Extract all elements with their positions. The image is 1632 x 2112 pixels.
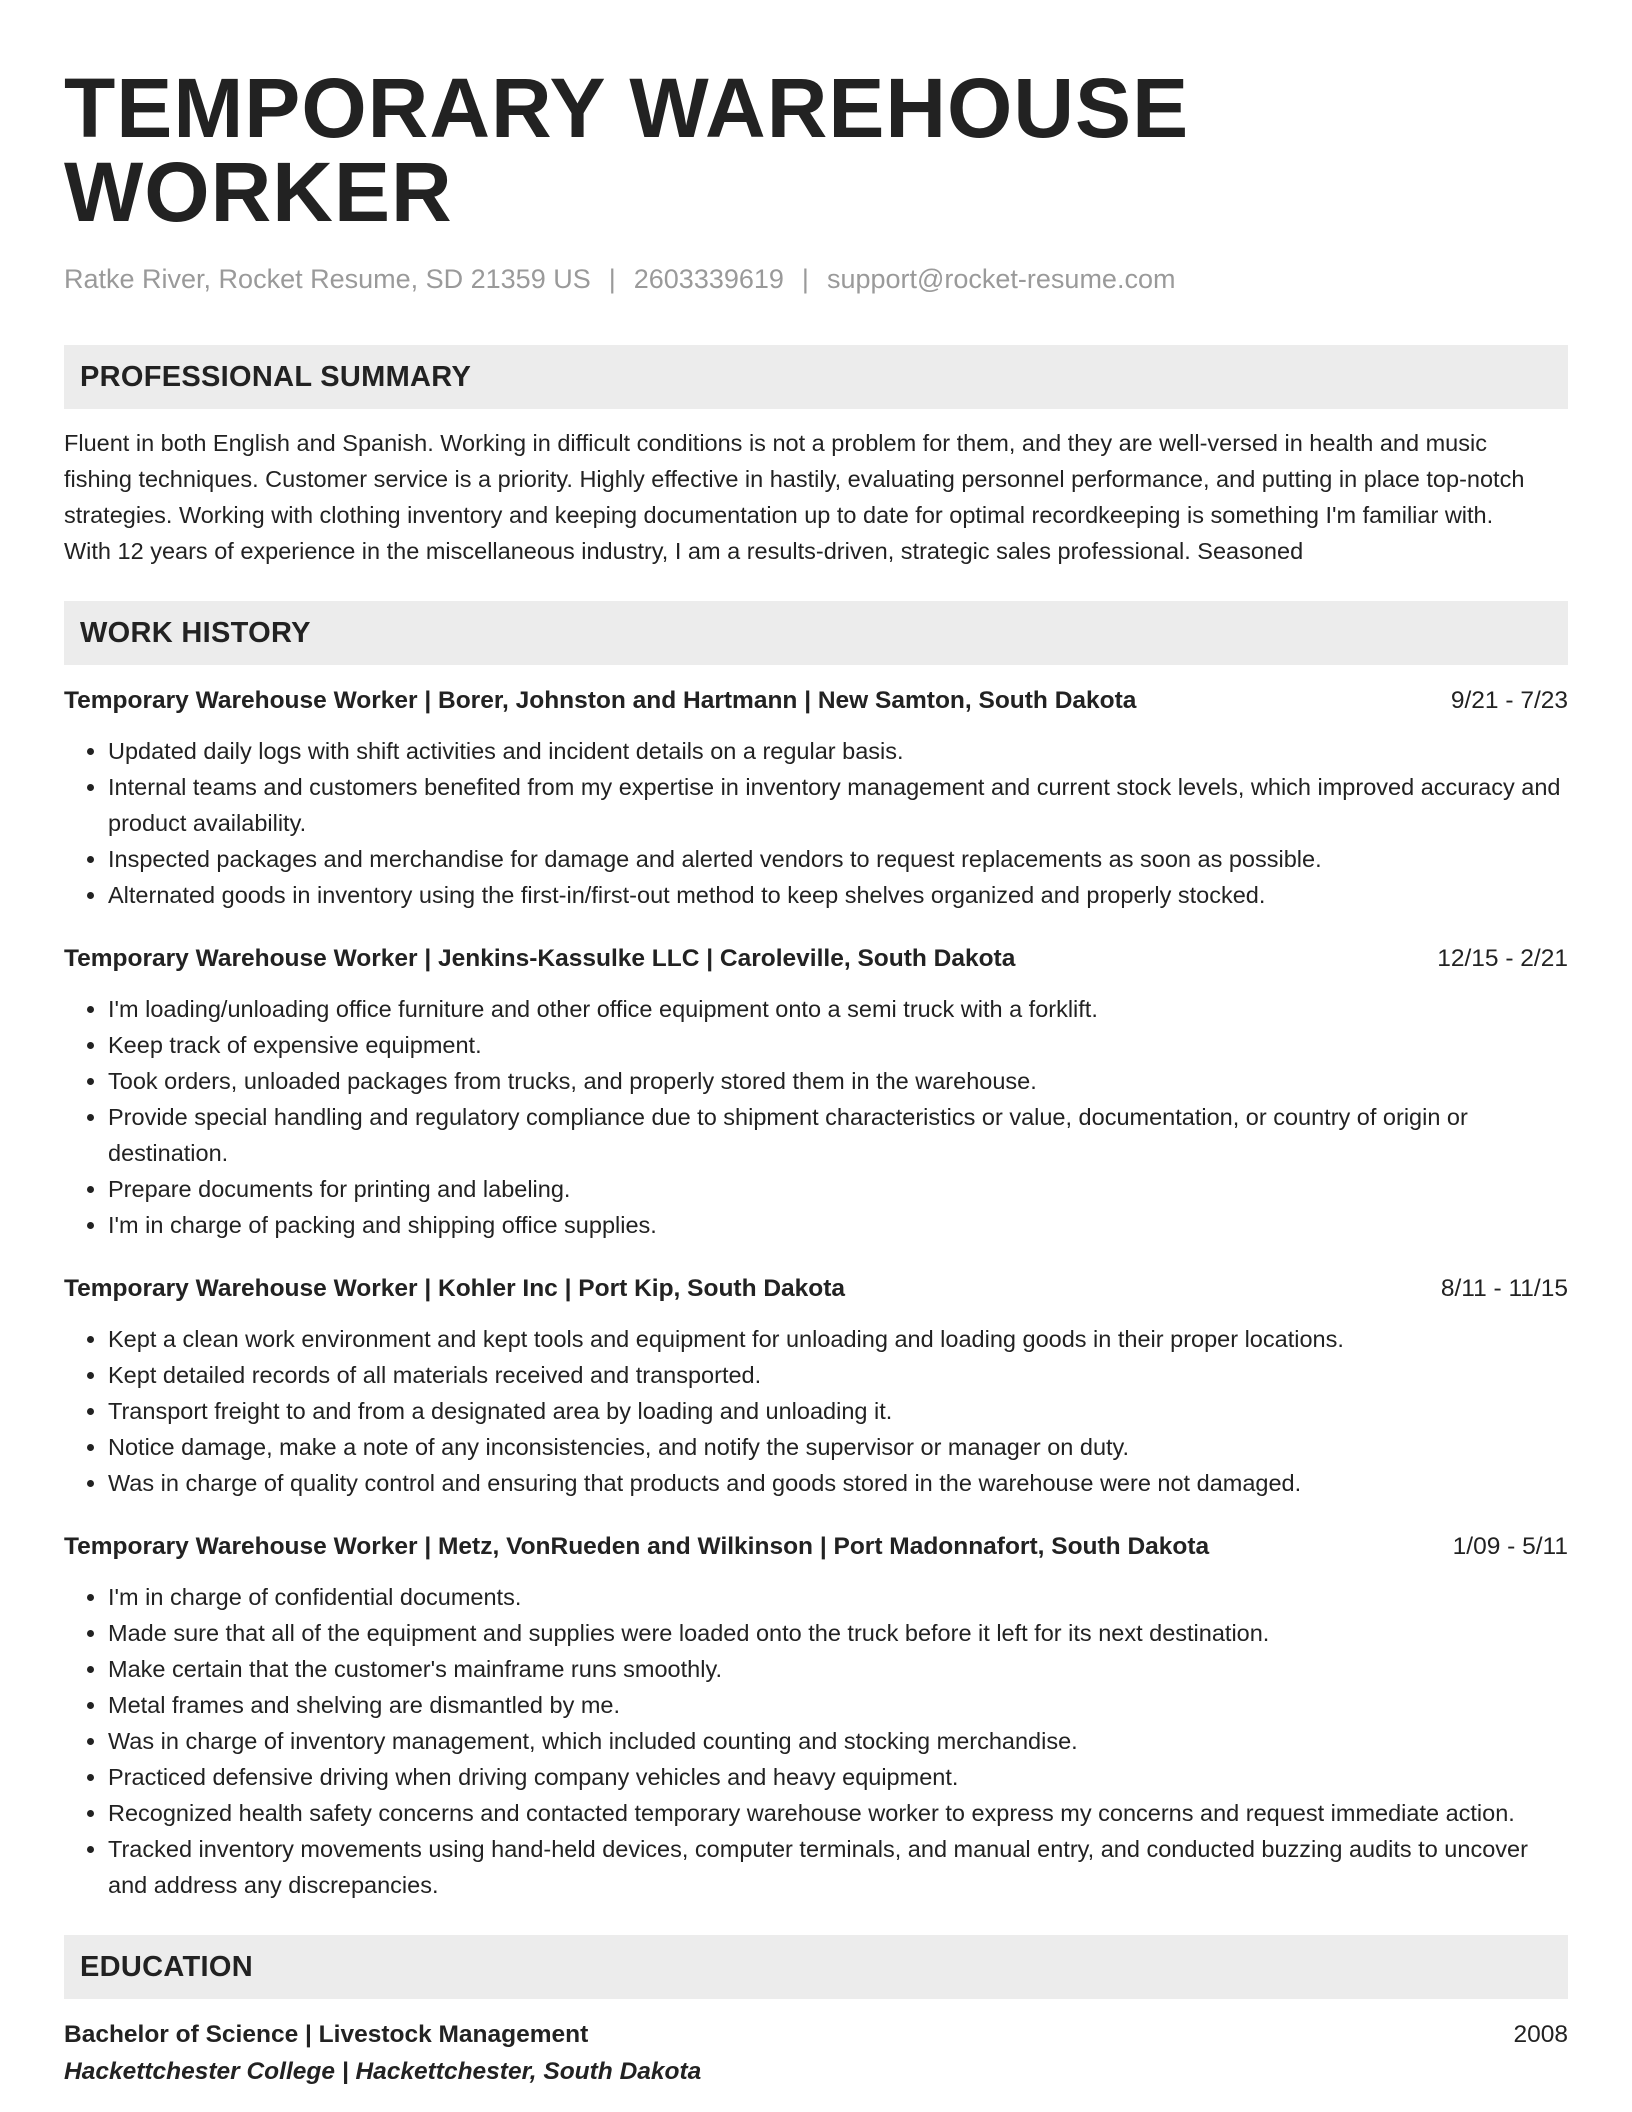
job-bullet: • Practiced defensive driving when driving company vehicles and heavy equipment. [108,1759,1568,1795]
contact-phone: 2603339619 [633,264,784,294]
contact-address: Ratke River, Rocket Resume, SD 21359 US [64,264,591,294]
job-bullet: • Was in charge of quality control and ensuring that products and goods stored in the warehouse were not damaged. [108,1465,1568,1501]
summary-text: Fluent in both English and Spanish. Working in difficult conditions is not a problem for them, and they are well-versed in health and music fishing techniques. Customer service is a priority. Highly effective in hastily, evaluating personnel performance, and putting in place top-notch strategies. Working with clothing inventory and keeping documentation up to date for optimal recordkeeping is something I'm familiar with. With 12 years of experience in the miscellaneous industry, I am a results-driven, strategic sales professional. Seasoned [64,430,1525,564]
job-dates: 12/15 - 2/21 [1437,945,1568,972]
job-bullet: • Made sure that all of the equipment and supplies were loaded onto the truck before it left for its next destination. [108,1615,1568,1651]
job-bullet: • I'm in charge of confidential documents. [108,1579,1568,1615]
job-title: Temporary Warehouse Worker | Jenkins-Kassulke LLC | Caroleville, South Dakota [64,945,1016,972]
job-title: Temporary Warehouse Worker | Borer, Johnston and Hartmann | New Samton, South Dakota [64,687,1137,714]
job-title: Temporary Warehouse Worker | Metz, VonRueden and Wilkinson | Port Madonnafort, South Dakota [64,1533,1210,1560]
education-header [64,2017,1568,2053]
section-heading-education: EDUCATION [64,1935,1568,1999]
job-bullet: • I'm in charge of packing and shipping office supplies. [108,1207,1568,1243]
job-title: Temporary Warehouse Worker | Kohler Inc | Port Kip, South Dakota [64,1275,846,1302]
education-school: Hackettchester College | Hackettchester, South Dakota [64,2058,702,2085]
job-bullet: • Keep track of expensive equipment. [108,1027,1568,1063]
job-bullet: • Make certain that the customer's mainframe runs smoothly. [108,1651,1568,1687]
section-heading-work-history: WORK HISTORY [64,601,1568,665]
job-header [64,941,1568,977]
job-bullet: • Metal frames and shelving are dismantled by me. [108,1687,1568,1723]
job-bullet: • Transport freight to and from a designated area by loading and unloading it. [108,1393,1568,1429]
job-dates: 1/09 - 5/11 [1452,1533,1568,1560]
job-bullet-list [64,1321,1568,1501]
job-bullet: • Kept a clean work environment and kept tools and equipment for unloading and loading goods in their proper locations. [108,1321,1568,1357]
job-entry [64,1529,1568,1903]
job-bullet: • Recognized health safety concerns and contacted temporary warehouse worker to express my concerns and request immediate action. [108,1795,1568,1831]
job-bullet: • I'm loading/unloading office furniture and other office equipment onto a semi truck with a forklift. [108,991,1568,1027]
job-bullet: • Took orders, unloaded packages from trucks, and properly stored them in the warehouse. [108,1063,1568,1099]
job-bullet-list [64,991,1568,1243]
job-bullet: • Inspected packages and merchandise for damage and alerted vendors to request replacements as soon as possible. [108,841,1568,877]
job-bullet: • Tracked inventory movements using hand-held devices, computer terminals, and manual entry, and conducted buzzing audits to uncover and address any discrepancies. [108,1831,1568,1903]
job-bullet: • Kept detailed records of all materials received and transported. [108,1357,1568,1393]
section-heading-summary: PROFESSIONAL SUMMARY [64,345,1568,409]
job-bullet: • Was in charge of inventory management, which included counting and stocking merchandise. [108,1723,1568,1759]
job-entry [64,1271,1568,1501]
job-dates: 8/11 - 11/15 [1440,1275,1568,1302]
education-list [64,2017,1568,2091]
contact-line [64,264,1568,295]
job-header [64,1271,1568,1307]
job-entry [64,941,1568,1243]
work-history-list [64,683,1568,1903]
job-dates: 9/21 - 7/23 [1450,687,1568,714]
job-bullet: • Prepare documents for printing and labeling. [108,1171,1568,1207]
job-bullet: • Updated daily logs with shift activities and incident details on a regular basis. [108,733,1568,769]
job-header [64,1529,1568,1565]
job-bullet: • Alternated goods in inventory using the first-in/first-out method to keep shelves organized and properly stocked. [108,877,1568,913]
job-header [64,683,1568,719]
job-bullet-list [64,1579,1568,1903]
education-degree: Bachelor of Science | Livestock Management [64,2021,589,2048]
resume-name: TEMPORARY WAREHOUSE WORKER [64,61,1190,239]
job-bullet-list [64,733,1568,913]
contact-separator: | [801,264,809,294]
job-bullet: • Provide special handling and regulatory compliance due to shipment characteristics or value, documentation, or country of origin or destination. [108,1099,1568,1171]
education-entry [64,2017,1568,2091]
job-bullet: • Notice damage, make a note of any inconsistencies, and notify the supervisor or manager on duty. [108,1429,1568,1465]
contact-separator: | [608,264,616,294]
contact-email: support@rocket-resume.com [826,264,1176,294]
job-bullet: • Internal teams and customers benefited from my expertise in inventory management and current stock levels, which improved accuracy and product availability. [108,769,1568,841]
job-entry [64,683,1568,913]
education-year: 2008 [1513,2021,1568,2048]
